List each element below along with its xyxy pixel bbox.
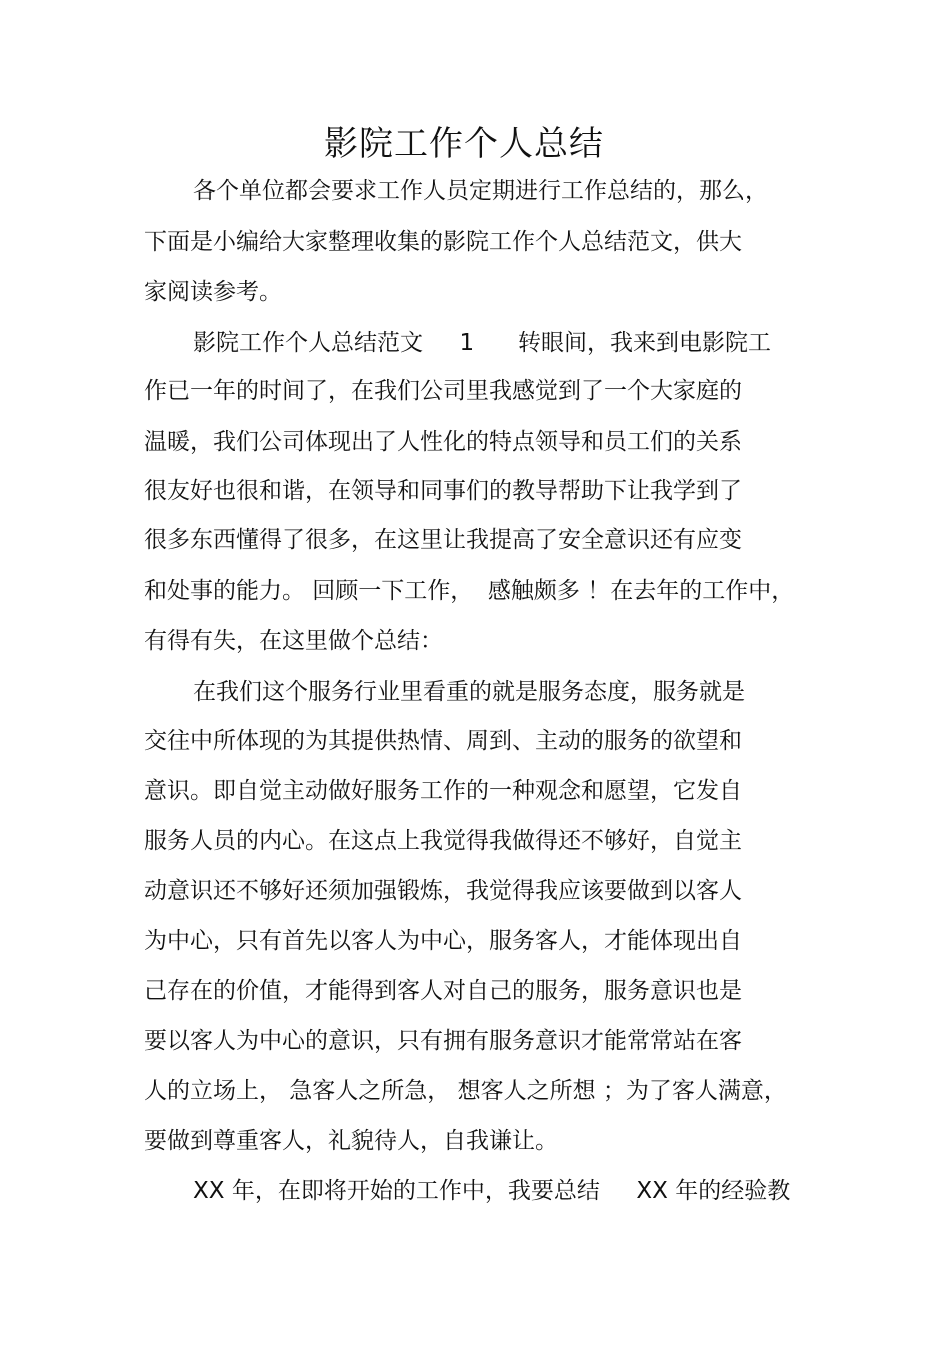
paragraph-line: 和处事的能力。 回顾一下工作， 感触颇多 ！在去年的工作中， xyxy=(144,578,795,604)
paragraph-line: XX 年，在即将开始的工作中，我要总结 XX 年的经验教 xyxy=(193,1178,791,1204)
paragraph-line: 各个单位都会要求工作人员定期进行工作总结的，那么， xyxy=(193,178,768,204)
paragraph-line: 家阅读参考。 xyxy=(144,279,282,305)
paragraph-line: 很友好也很和谐，在领导和同事们的教导帮助下让我学到了 xyxy=(144,478,742,504)
paragraph-line: 动意识还不够好还须加强锻炼，我觉得我应该要做到以客人 xyxy=(144,878,742,904)
paragraph-line: 要做到尊重客人，礼貌待人，自我谦让。 xyxy=(144,1128,558,1154)
paragraph-line: 在我们这个服务行业里看重的就是服务态度，服务就是 xyxy=(193,679,745,705)
paragraph-line: 很多东西懂得了很多，在这里让我提高了安全意识还有应变 xyxy=(144,527,742,553)
paragraph-line: 交往中所体现的为其提供热情、周到、主动的服务的欲望和 xyxy=(144,728,742,754)
paragraph-line: 人的立场上， 急客人之所急， 想客人之所想 ；为了客人满意， xyxy=(144,1078,787,1104)
paragraph-line: 下面是小编给大家整理收集的影院工作个人总结范文，供大 xyxy=(144,229,742,255)
paragraph-line: 温暖，我们公司体现出了人性化的特点领导和员工们的关系 xyxy=(144,429,742,455)
paragraph-line: 意识。即自觉主动做好服务工作的一种观念和愿望，它发自 xyxy=(144,778,742,804)
paragraph-line: 作已一年的时间了，在我们公司里我感觉到了一个大家庭的 xyxy=(144,378,742,404)
paragraph-line: 为中心，只有首先以客人为中心，服务客人，才能体现出自 xyxy=(144,928,742,954)
paragraph-line: 服务人员的内心。在这点上我觉得我做得还不够好，自觉主 xyxy=(144,828,742,854)
paragraph-line: 己存在的价值，才能得到客人对自己的服务，服务意识也是 xyxy=(144,978,742,1004)
document-title: 影院工作个人总结 xyxy=(324,124,604,164)
paragraph-line: 有得有失，在这里做个总结： xyxy=(144,628,443,654)
paragraph-line: 要以客人为中心的意识，只有拥有服务意识才能常常站在客 xyxy=(144,1028,742,1054)
paragraph-line: 影院工作个人总结范文 1 转眼间，我来到电影院工 xyxy=(193,330,772,356)
